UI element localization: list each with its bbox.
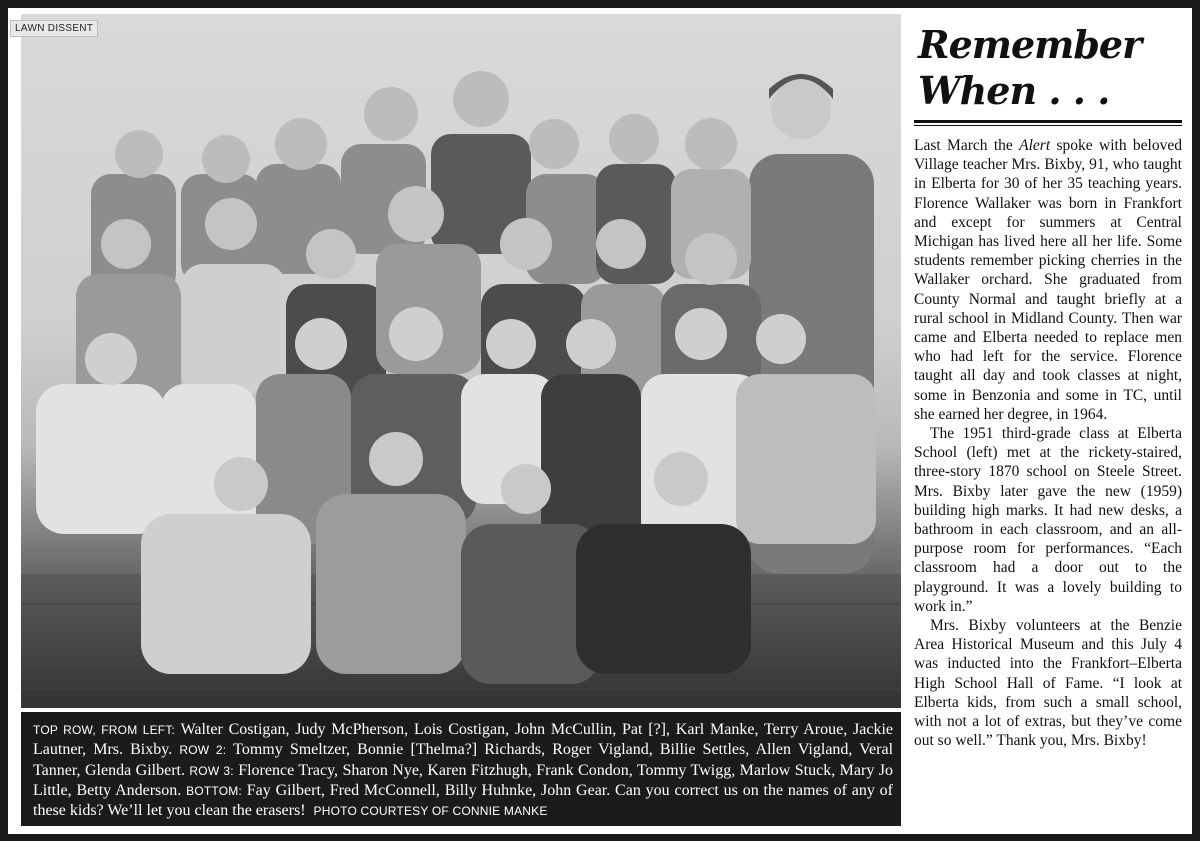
class-photo-illustration <box>21 14 901 708</box>
caption-top-row-names: Walter Costigan, Judy McPherson, Lois Costigan, John McCullin, Pat [?], Karl Manke, Terry Aroue, Jackie Lautner, Mrs. Bixby. <box>33 721 894 759</box>
sidebar-article <box>914 22 1182 751</box>
article-body <box>914 136 1182 751</box>
article-title <box>918 22 1182 114</box>
caption-row2-names: Tommy Smeltzer, Bonnie [Thelma?] Richards, Roger Vigland, Billie Settles, Allen Vigland, Veral Tanner, Glenda Gilbert. <box>33 741 894 779</box>
paragraph-1-text: spoke with beloved Village teacher Mrs. Bixby, 91, who taught in Elberta for 30 of her 35 teaching years. Florence Wallaker was born in Frankfort and except for summers at Central Michigan has lived here all her life. Some students remember picking cherries in the Wallaker orchard. She graduated from County Normal and taught briefly at a rural school in Midland County. Then war came and Elberta needed to replace men who had left for the service. Florence taught all day and took classes at night, some in Benzonia and some in TC, until she earned her degree, in 1964. <box>914 137 1182 423</box>
caption-row3-names: Florence Tracy, Sharon Nye, Karen Fitzhugh, Frank Condon, Tommy Twigg, Marlow Stuck, Mary Jo Little, Betty Anderson. <box>33 761 893 799</box>
article-title-line2: When . . . <box>918 68 1110 113</box>
article-paragraph-2: The 1951 third-grade class at Elberta School (left) met at the rickety-staired, three-story 1870 school on Steele Street. Mrs. Bixby later gave the new (1959) building high marks. It had new desks, a bathroom in each classroom, and an all-purpose room for performances. “Each classroom had a door out to the playground. It was a lovely building to work in.” <box>914 425 1182 615</box>
article-paragraph-1 <box>914 136 1182 424</box>
article-title-line1: Remember <box>918 22 1142 67</box>
page-frame <box>8 8 1192 834</box>
caption-top-row-label: TOP ROW, FROM LEFT: <box>33 723 176 737</box>
title-rule-thick <box>914 120 1182 123</box>
title-rule-thin <box>914 125 1182 126</box>
caption-bottom-names: Fay Gilbert, Fred McConnell, Billy Huhnke, John Gear. Can you correct us on the names of any of these kids? We’ll let you clean the erasers! <box>33 781 893 820</box>
paragraph-1-lead: Last March the <box>914 137 1020 154</box>
photo-caption <box>21 712 901 826</box>
publication-name: Alert <box>1019 137 1051 154</box>
caption-row2-label: ROW 2: <box>179 743 227 758</box>
photo-label: LAWN DISSENT <box>10 20 98 37</box>
caption-row3-label: ROW 3: <box>189 763 234 778</box>
class-photo <box>21 14 901 708</box>
photo-credit: PHOTO COURTESY OF CONNIE MANKE <box>313 804 548 819</box>
article-paragraph-3: Mrs. Bixby volunteers at the Benzie Area Historical Museum and this July 4 was inducted into the Frankfort–Elberta High School Hall of Fame. “I look at Elberta kids, from such a small school, with not a lot of extras, but they’ve come out so well.” Thank you, Mrs. Bixby! <box>914 617 1182 750</box>
caption-bottom-label: BOTTOM: <box>186 783 242 798</box>
